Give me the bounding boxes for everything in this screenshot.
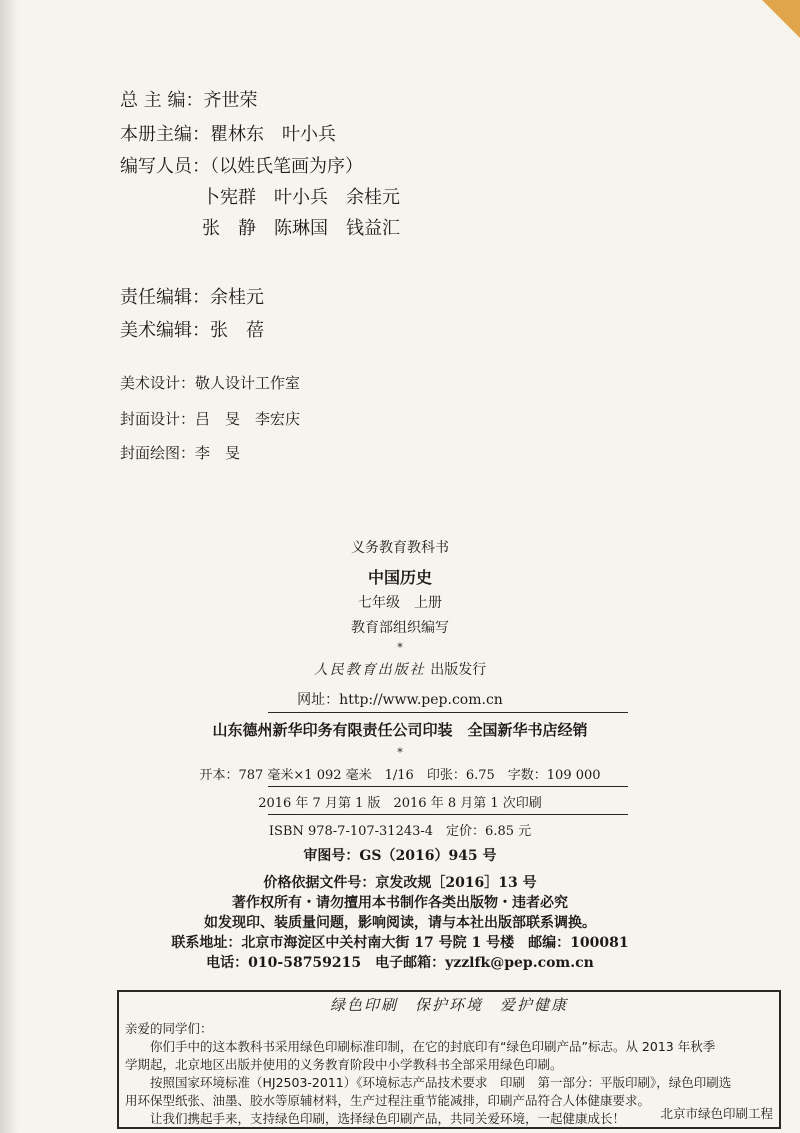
copyright-notice: 著作权所有・请勿擅用本书制作各类出版物・违者必究 bbox=[232, 895, 568, 911]
notice-greeting: 亲爱的同学们： bbox=[125, 1021, 213, 1036]
divider-3 bbox=[268, 814, 628, 815]
book-title: 中国历史 bbox=[367, 568, 432, 587]
notice-line-2: 你们手中的这本教科书采用绿色印刷标准印制，在它的封底印有“绿色印刷产品”标志。从 2013 年秋季 bbox=[125, 1039, 716, 1054]
writers-label: 编写人员：（以姓氏笔画为序） bbox=[120, 156, 363, 177]
format-info: 开本：787 毫米×1 092 毫米 1/16 印张：6.75 字数：109 000 bbox=[199, 768, 601, 783]
notice-line-6: 让我们携起手来，支持绿色印刷，选择绿色印刷产品，共同关爱环境，一起健康成长！ bbox=[125, 1111, 626, 1126]
printer-line: 山东德州新华印务有限责任公司印装 全国新华书店经销 bbox=[212, 721, 588, 739]
cover-design: 封面设计：吕 旻 李宏庆 bbox=[120, 410, 301, 428]
folded-corner bbox=[762, 0, 800, 38]
separator-star-2: * bbox=[397, 746, 403, 759]
price-basis: 价格依据文件号：京发改规［2016］13 号 bbox=[263, 875, 537, 891]
publisher-logo: 人民教育出版社 bbox=[313, 662, 426, 678]
compiled-by: 教育部组织编写 bbox=[351, 620, 449, 636]
notice-line-4: 按照国家环境标准（HJ2503-2011）《环境标志产品技术要求 印刷 第一部分：平版印刷》，绿色印刷选 bbox=[125, 1075, 732, 1090]
volume-editors: 本册主编：瞿林东 叶小兵 bbox=[120, 124, 336, 145]
isbn-price: ISBN 978-7-107-31243-4 定价：6.85 元 bbox=[268, 824, 532, 839]
publisher-line bbox=[0, 659, 800, 679]
notice-line-3: 学期起，北京地区出版并使用的义务教育阶段中小学教科书全部采用绿色印刷。 bbox=[125, 1057, 563, 1072]
responsible-editor: 责任编辑：余桂元 bbox=[120, 287, 264, 308]
contact-phone-email: 电话：010-58759215 电子邮箱：yzzlfk@pep.com.cn bbox=[206, 955, 594, 971]
art-design: 美术设计：敬人设计工作室 bbox=[120, 374, 301, 392]
cover-drawing: 封面绘图：李 旻 bbox=[120, 444, 241, 462]
edition-info: 2016 年 7 月第 1 版 2016 年 8 月第 1 次印刷 bbox=[258, 796, 542, 811]
writers-row-1: 卜宪群 叶小兵 余桂元 bbox=[202, 187, 400, 208]
divider-2 bbox=[268, 786, 628, 787]
quality-notice: 如发现印、装质量问题，影响阅读，请与本社出版部联系调换。 bbox=[204, 915, 596, 931]
publisher-suffix: 出版发行 bbox=[430, 662, 487, 678]
separator-star-1: * bbox=[397, 641, 403, 654]
notice-line-5: 用环保型纸张、油墨、胶水等原辅材料，生产过程注重节能减排，印刷产品符合人体健康要求。 bbox=[125, 1093, 651, 1108]
chief-editor: 总 主 编：齐世荣 bbox=[120, 90, 258, 111]
art-editor: 美术编辑：张 蓓 bbox=[120, 320, 264, 341]
writers-row-2: 张 静 陈琳国 钱益汇 bbox=[202, 218, 400, 239]
series-name: 义务教育教科书 bbox=[351, 540, 449, 556]
divider-1 bbox=[268, 712, 628, 713]
map-review-number: 审图号：GS（2016）945 号 bbox=[303, 848, 497, 864]
grade-volume: 七年级 上册 bbox=[358, 595, 442, 611]
green-printing-title: 绿色印刷 保护环境 爱护健康 bbox=[329, 996, 568, 1014]
contact-address: 联系地址：北京市海淀区中关村南大街 17 号院 1 号楼 邮编：100081 bbox=[171, 935, 629, 951]
notice-footer: 北京市绿色印刷工程 bbox=[660, 1106, 773, 1121]
website: 网址：http://www.pep.com.cn bbox=[297, 692, 503, 708]
green-printing-notice bbox=[117, 990, 781, 1129]
